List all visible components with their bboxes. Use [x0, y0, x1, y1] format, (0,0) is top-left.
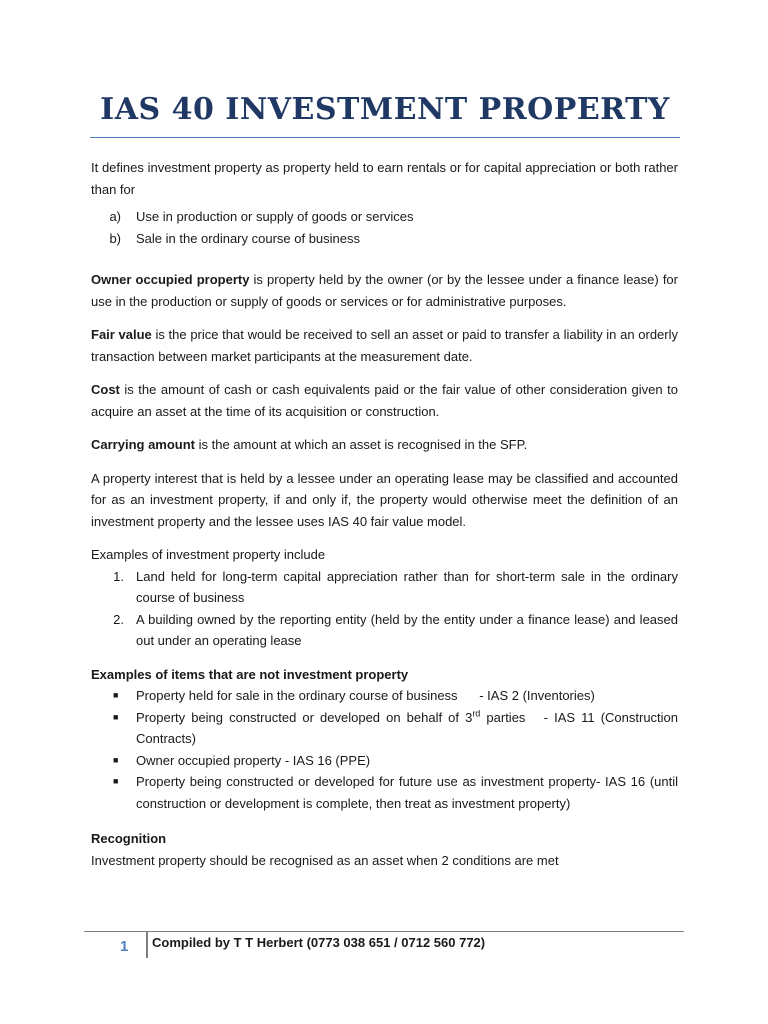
title-underline	[90, 137, 680, 138]
page-number: 1	[120, 938, 129, 955]
definition-carrying-amount	[91, 434, 678, 456]
definition-text: is the price that would be received to sell an asset or paid to transfer a liability in an orderly transaction between market participants at the measurement date.	[91, 327, 678, 364]
example-text: A building owned by the reporting entity (held by the entity under a finance lease) and leased out under an operating lease	[136, 611, 678, 648]
exclusion-list	[91, 206, 678, 249]
exclusion-item	[91, 206, 678, 228]
non-example-text: Property being constructed or developed for future use as investment property- IAS 16 (until construction or development is complete, then treat as investment property)	[136, 774, 678, 811]
exclusion-text: Use in production or supply of goods or services	[136, 209, 414, 224]
definition-term: Cost	[91, 382, 120, 397]
example-text: Land held for long-term capital appreciation rather than for short-term sale in the ordinary course of business	[136, 568, 678, 605]
definition-term: Owner occupied property	[91, 272, 250, 287]
recognition-heading: Recognition	[91, 831, 167, 846]
document-body	[91, 157, 682, 871]
non-example-text: parties - IAS 11 (Construction Contracts)	[136, 709, 682, 746]
ordinal-suffix: rd	[472, 708, 481, 719]
definition-text: is the amount of cash or cash equivalents paid or the fair value of other consideration given to acquire an asset at the time of its acquisition or construction.	[91, 382, 678, 419]
lease-paragraph: A property interest that is held by a lessee under an operating lease may be classified and accounted for as an investment property, if and only if, the property would otherwise meet the definition of an investment property and the lessee uses IAS 40 fair value model.	[91, 470, 678, 529]
list-marker: b)	[109, 230, 121, 246]
bullet-icon: ■	[113, 776, 119, 786]
list-marker: 2.	[113, 611, 124, 627]
footer-rule	[84, 931, 684, 932]
example-item	[91, 609, 678, 652]
non-example-item	[91, 750, 678, 772]
exclusion-item	[91, 228, 678, 250]
exclusion-text: Sale in the ordinary course of business	[136, 230, 361, 246]
bullet-icon: ■	[113, 754, 119, 765]
bullet-icon: ■	[113, 711, 119, 722]
non-example-item	[91, 707, 682, 750]
document-title: IAS 40 INVESTMENT PROPERTY	[100, 92, 670, 127]
list-marker: 1.	[113, 568, 124, 584]
non-example-text: Property held for sale in the ordinary course of business - IAS 2 (Inventories)	[136, 688, 595, 703]
definition-cost	[91, 379, 678, 422]
non-example-item	[91, 685, 678, 707]
intro-paragraph: It defines investment property as property held to earn rentals or for capital appreciation or both rather than for	[91, 160, 678, 197]
definition-owner-occupied	[91, 269, 678, 312]
bullet-icon: ■	[113, 690, 119, 700]
non-examples-heading: Examples of items that are not investment property	[91, 666, 409, 682]
non-example-text: Property being constructed or developed on behalf of 3	[136, 709, 473, 725]
footer-divider	[146, 931, 148, 958]
definition-fair-value	[91, 324, 678, 367]
examples-list	[91, 566, 678, 652]
definition-term: Carrying amount	[91, 437, 196, 452]
non-example-text: Owner occupied property - IAS 16 (PPE)	[136, 752, 371, 768]
examples-heading: Examples of investment property include	[91, 547, 326, 562]
definition-term: Fair value	[91, 327, 152, 342]
definition-text: is the amount at which an asset is recognised in the SFP.	[195, 437, 528, 452]
list-marker: a)	[109, 209, 121, 224]
definition-text: is property held by the owner (or by the lessee under a finance lease) for use in the production or supply of goods or services or for administrative purposes.	[91, 272, 678, 309]
recognition-text: Investment property should be recognised as an asset when 2 conditions are met	[91, 852, 559, 868]
footer-credit: Compiled by T T Herbert (0773 038 651 / 0712 560 772)	[152, 935, 486, 950]
non-example-item	[91, 771, 678, 814]
non-examples-list	[91, 685, 682, 814]
example-item	[91, 566, 678, 609]
